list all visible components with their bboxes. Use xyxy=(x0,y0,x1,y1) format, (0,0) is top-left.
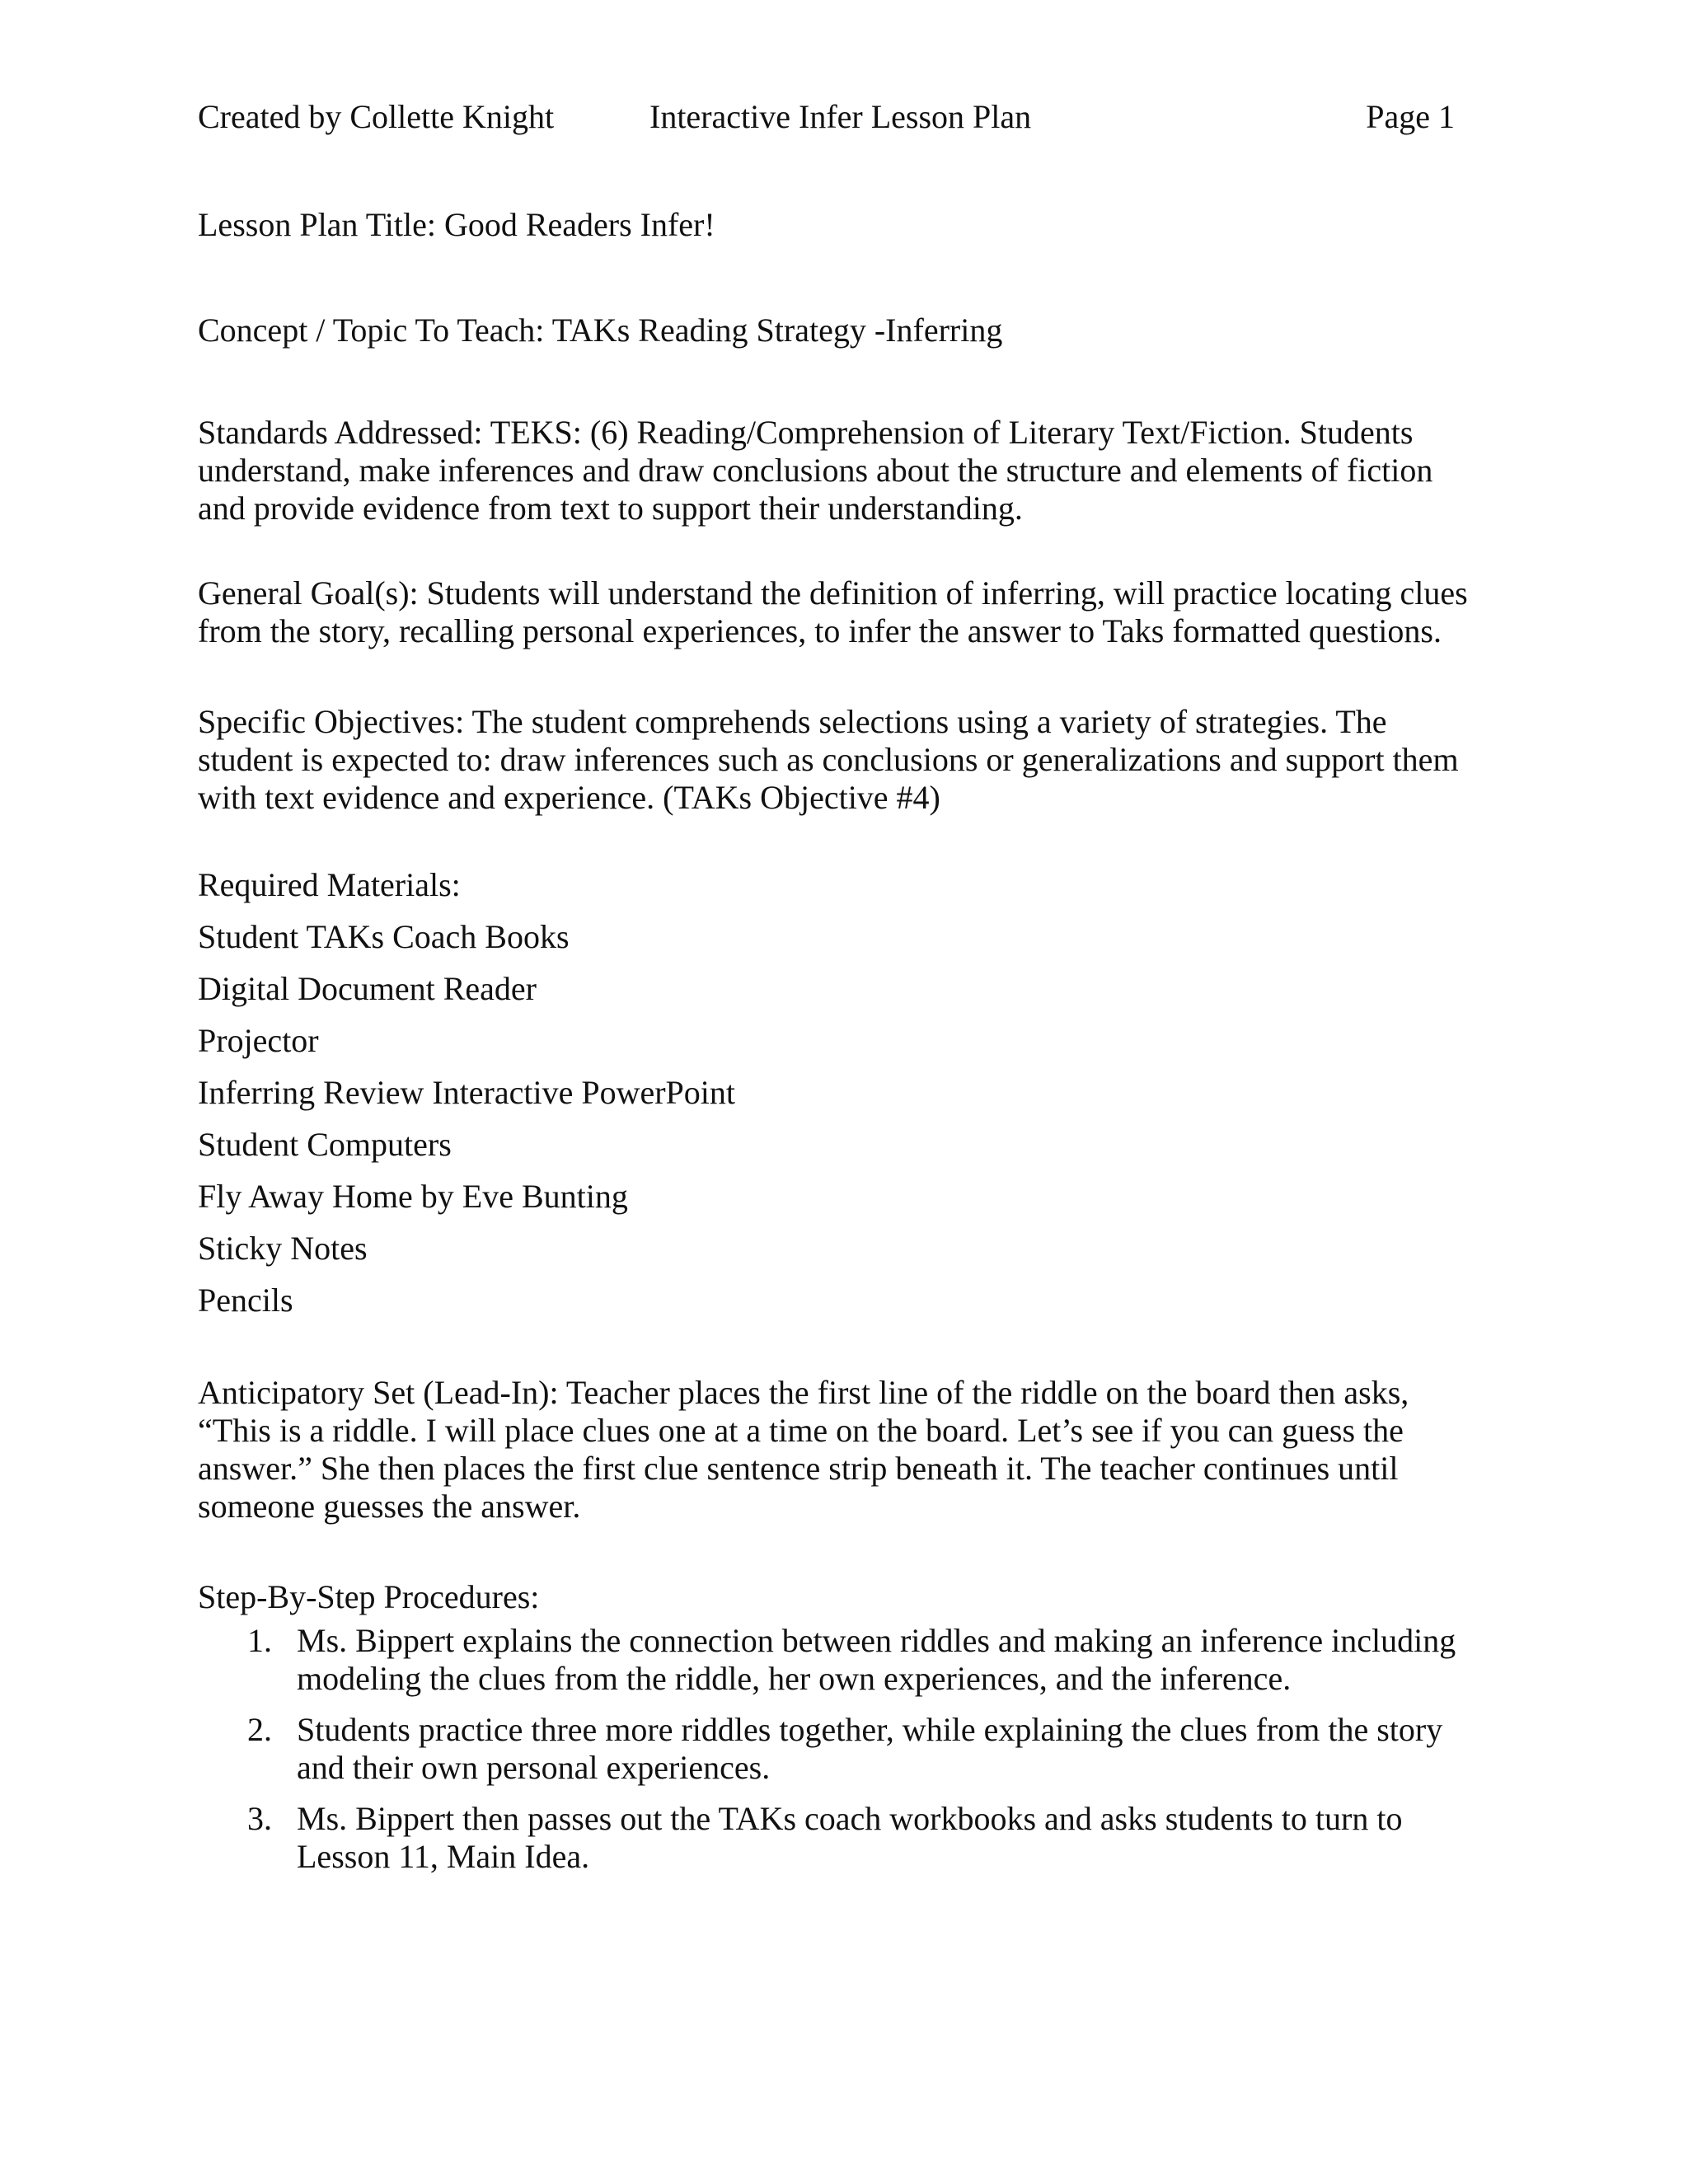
step-text: Students practice three more riddles together, while explaining the clues from the story and their own personal experiences. xyxy=(297,1711,1443,1786)
page-header xyxy=(198,96,1490,138)
step-number: 3. xyxy=(247,1800,272,1837)
material-item: Digital Document Reader xyxy=(198,970,537,1007)
header-page-number: Page 1 xyxy=(1366,98,1455,135)
material-item: Inferring Review Interactive PowerPoint xyxy=(198,1074,736,1111)
material-item: Pencils xyxy=(198,1282,293,1319)
lesson-title: Lesson Plan Title: Good Readers Infer! xyxy=(198,206,715,243)
concept-topic: Concept / Topic To Teach: TAKs Reading Strategy -Inferring xyxy=(198,312,1003,349)
step-text: Ms. Bippert explains the connection between riddles and making an inference including modeling the clues from the riddle, her own experiences, and the inference. xyxy=(297,1622,1456,1697)
procedure-step xyxy=(198,1800,1484,1876)
procedure-step xyxy=(198,1622,1484,1698)
document-body xyxy=(198,206,1484,1889)
specific-objectives: Specific Objectives: The student comprehends selections using a variety of strategies. The student is expected to: draw inferences such as conclusions or generalizations and support them with text evidence and experience. (TAKs Objective #4) xyxy=(198,703,1459,816)
material-item: Student TAKs Coach Books xyxy=(198,918,570,955)
anticipatory-set: Anticipatory Set (Lead-In): Teacher places the first line of the riddle on the board then asks, “This is a riddle. I will place clues one at a time on the board. Let’s see if you can guess the answer.” She then places the first clue sentence strip beneath it. The teacher continues until someone guesses the answer. xyxy=(198,1374,1409,1525)
standards-addressed: Standards Addressed: TEKS: (6) Reading/Comprehension of Literary Text/Fiction. Students understand, make inferences and draw conclusions about the structure and elements of fiction and provide evidence from text to support their understanding. xyxy=(198,414,1433,527)
step-number: 2. xyxy=(247,1711,272,1748)
material-item: Sticky Notes xyxy=(198,1230,368,1267)
header-author: Created by Collette Knight xyxy=(198,98,555,135)
materials-heading: Required Materials: xyxy=(198,866,461,903)
procedure-step xyxy=(198,1711,1484,1787)
materials-list xyxy=(198,918,1484,1319)
step-text: Ms. Bippert then passes out the TAKs coach workbooks and asks students to turn to Lesson 11, Main Idea. xyxy=(297,1800,1403,1875)
step-number: 1. xyxy=(247,1622,272,1659)
material-item: Projector xyxy=(198,1022,319,1059)
material-item: Fly Away Home by Eve Bunting xyxy=(198,1178,628,1215)
general-goals: General Goal(s): Students will understand the definition of inferring, will practice locating clues from the story, recalling personal experiences, to infer the answer to Taks formatted questions. xyxy=(198,574,1468,649)
header-title: Interactive Infer Lesson Plan xyxy=(649,98,1032,135)
procedures-heading: Step-By-Step Procedures: xyxy=(198,1578,540,1615)
material-item: Student Computers xyxy=(198,1126,452,1163)
procedures-list xyxy=(198,1622,1484,1876)
